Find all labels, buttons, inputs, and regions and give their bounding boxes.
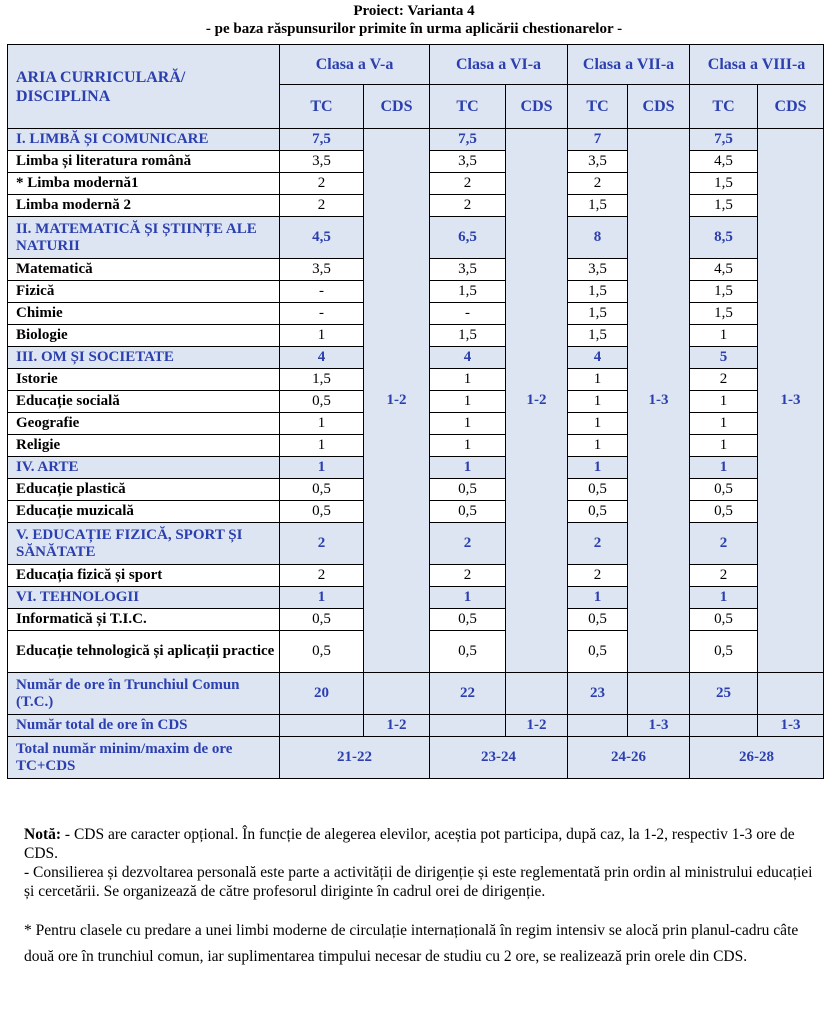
tc-value: 1 <box>430 391 506 413</box>
tc-value: 7,5 <box>690 129 758 151</box>
discipline-name: Fizică <box>8 281 280 303</box>
tc-value: 0,5 <box>430 501 506 523</box>
tc-value: 0,5 <box>568 631 628 673</box>
tc-value: 1 <box>690 435 758 457</box>
tc-value: 4 <box>280 347 364 369</box>
tc-value: 2 <box>568 565 628 587</box>
tc-value: 0,5 <box>568 501 628 523</box>
tc-value: 8,5 <box>690 217 758 259</box>
discipline-name: Informatică și T.I.C. <box>8 609 280 631</box>
tc-value: 1 <box>568 369 628 391</box>
section-row <box>8 129 824 151</box>
tc-value: 1,5 <box>568 281 628 303</box>
section-name: IV. ARTE <box>8 457 280 479</box>
tc-value: 0,5 <box>690 479 758 501</box>
total-all-label: Total număr minim/maxim de ore TC+CDS <box>8 737 280 779</box>
tc-value: 0,5 <box>690 631 758 673</box>
tc-value: 2 <box>430 195 506 217</box>
note-label: Notă: <box>24 826 62 843</box>
tc-value: 0,5 <box>430 631 506 673</box>
tc-value: 8 <box>568 217 628 259</box>
tc-value: 4 <box>568 347 628 369</box>
tc-value: 1 <box>568 413 628 435</box>
page-subtitle: - pe baza răspunsurilor primite în urma aplicării chestionarelor - <box>205 21 623 37</box>
tc-value: 1 <box>690 457 758 479</box>
cds-merged-value: 1-3 <box>628 129 690 673</box>
notes <box>24 825 818 970</box>
tc-value: 1,5 <box>690 195 758 217</box>
total-all-value: 26-28 <box>690 737 824 779</box>
tc-value: 1 <box>568 391 628 413</box>
total-all-value: 24-26 <box>568 737 690 779</box>
curriculum-table <box>7 44 824 779</box>
tc-value: 1,5 <box>568 195 628 217</box>
tc-value: 0,5 <box>280 609 364 631</box>
tc-value: 1 <box>690 413 758 435</box>
discipline-name: * Limba modernă1 <box>8 173 280 195</box>
cds-merged-value: 1-3 <box>758 129 824 673</box>
tc-value: 1 <box>430 457 506 479</box>
tc-value: 5 <box>690 347 758 369</box>
section-name: II. MATEMATICĂ ȘI ȘTIINȚE ALE NATURII <box>8 217 280 259</box>
tc-value: 2 <box>430 523 506 565</box>
tc-header: TC <box>690 85 758 129</box>
tc-value: 3,5 <box>568 259 628 281</box>
total-cds-value: 1-2 <box>506 715 568 737</box>
tc-value: 6,5 <box>430 217 506 259</box>
section-name: III. OM ȘI SOCIETATE <box>8 347 280 369</box>
tc-value: 4,5 <box>690 151 758 173</box>
tc-value: 1 <box>568 435 628 457</box>
tc-value: 3,5 <box>430 151 506 173</box>
total-cds-value: 1-3 <box>758 715 824 737</box>
tc-value: 3,5 <box>280 259 364 281</box>
total-tc-value: 25 <box>690 673 758 715</box>
tc-value: 4,5 <box>690 259 758 281</box>
cds-header: CDS <box>758 85 824 129</box>
tc-value: 2 <box>568 173 628 195</box>
tc-value: 3,5 <box>280 151 364 173</box>
tc-value: 0,5 <box>568 479 628 501</box>
cds-header: CDS <box>506 85 568 129</box>
total-tc-value: 20 <box>280 673 364 715</box>
tc-value: 2 <box>430 565 506 587</box>
tc-header: TC <box>430 85 506 129</box>
tc-value: 1 <box>690 587 758 609</box>
total-tc-value: 22 <box>430 673 506 715</box>
tc-value: 0,5 <box>280 501 364 523</box>
tc-value: 1 <box>280 413 364 435</box>
tc-value: 7,5 <box>280 129 364 151</box>
tc-value: 1 <box>430 587 506 609</box>
tc-value: 1 <box>280 457 364 479</box>
tc-value: 2 <box>280 565 364 587</box>
tc-value: 7,5 <box>430 129 506 151</box>
note-1: - CDS are caracter opțional. În funcție de alegerea elevilor, aceștia pot participa, după caz, la 1-2, respectiv 1-3 ore de CDS. <box>24 826 795 862</box>
empty-cell <box>364 673 430 715</box>
tc-value: - <box>430 303 506 325</box>
tc-value: 1,5 <box>690 303 758 325</box>
tc-header: TC <box>280 85 364 129</box>
tc-value: 1 <box>280 325 364 347</box>
discipline-name: Matematică <box>8 259 280 281</box>
tc-value: 0,5 <box>568 609 628 631</box>
discipline-name: Biologie <box>8 325 280 347</box>
tc-value: 1 <box>568 587 628 609</box>
tc-value: 1,5 <box>690 281 758 303</box>
tc-value: 1 <box>280 587 364 609</box>
class-header: Clasa a V-a <box>280 45 430 85</box>
note-3: * Pentru clasele cu predare a unei limbi moderne de circulație internațională în regim intensiv se alocă prin planul-cadru câte două ore în trunchiul comun, iar suplimentarea timpului necesar de studiu cu 2 ore, se realizează prin orele din CDS. <box>24 922 799 965</box>
tc-value: 1 <box>430 369 506 391</box>
discipline-name: Educație socială <box>8 391 280 413</box>
tc-value: 2 <box>280 195 364 217</box>
note-2: - Consilierea și dezvoltarea personală este parte a activității de dirigenție și este reglementată prin ordin al ministrului educației și cercetării. Se organizează de către profesorul diriginte în cadrul orei de dirigenție. <box>24 864 813 900</box>
discipline-name: Chimie <box>8 303 280 325</box>
tc-value: 2 <box>690 369 758 391</box>
discipline-name: Limba și literatura română <box>8 151 280 173</box>
tc-value: 1,5 <box>568 325 628 347</box>
tc-value: 1,5 <box>430 281 506 303</box>
tc-value: 4,5 <box>280 217 364 259</box>
discipline-name: Educație muzicală <box>8 501 280 523</box>
discipline-name: Limba modernă 2 <box>8 195 280 217</box>
tc-value: 1 <box>690 325 758 347</box>
section-name: V. EDUCAȚIE FIZICĂ, SPORT ȘI SĂNĂTATE <box>8 523 280 565</box>
total-cds-label: Număr total de ore în CDS <box>8 715 280 737</box>
empty-cell <box>690 715 758 737</box>
total-cds-value: 1-3 <box>628 715 690 737</box>
class-header: Clasa a VII-a <box>568 45 690 85</box>
cds-merged-value: 1-2 <box>364 129 430 673</box>
tc-value: 1 <box>430 413 506 435</box>
tc-value: - <box>280 303 364 325</box>
discipline-name: Educația fizică și sport <box>8 565 280 587</box>
tc-value: 1,5 <box>280 369 364 391</box>
tc-value: 2 <box>280 523 364 565</box>
tc-value: 4 <box>430 347 506 369</box>
cds-header: CDS <box>364 85 430 129</box>
total-all-value: 21-22 <box>280 737 430 779</box>
class-header: Clasa a VIII-a <box>690 45 824 85</box>
total-cds-value: 1-2 <box>364 715 430 737</box>
discipline-name: Religie <box>8 435 280 457</box>
discipline-name: Educație plastică <box>8 479 280 501</box>
tc-value: 1 <box>568 457 628 479</box>
tc-value: 0,5 <box>430 609 506 631</box>
tc-value: 1,5 <box>690 173 758 195</box>
tc-value: 1,5 <box>568 303 628 325</box>
total-tc-label: Număr de ore în Trunchiul Comun (T.C.) <box>8 673 280 715</box>
tc-value: 2 <box>690 523 758 565</box>
section-name: VI. TEHNOLOGII <box>8 587 280 609</box>
tc-header: TC <box>568 85 628 129</box>
cds-merged-value: 1-2 <box>506 129 568 673</box>
total-all-value: 23-24 <box>430 737 568 779</box>
tc-value: 0,5 <box>280 391 364 413</box>
class-header: Clasa a VI-a <box>430 45 568 85</box>
tc-value: 3,5 <box>568 151 628 173</box>
empty-cell <box>280 715 364 737</box>
tc-value: 1 <box>280 435 364 457</box>
discipline-name: Istorie <box>8 369 280 391</box>
empty-cell <box>758 673 824 715</box>
tc-value: 1,5 <box>430 325 506 347</box>
tc-value: 2 <box>430 173 506 195</box>
tc-value: 3,5 <box>430 259 506 281</box>
empty-cell <box>628 673 690 715</box>
tc-value: 1 <box>430 435 506 457</box>
section-name: I. LIMBĂ ȘI COMUNICARE <box>8 129 280 151</box>
discipline-name: Geografie <box>8 413 280 435</box>
tc-value: 2 <box>568 523 628 565</box>
total-tc-value: 23 <box>568 673 628 715</box>
tc-value: 0,5 <box>280 631 364 673</box>
discipline-name: Educație tehnologică și aplicații practice <box>8 631 280 673</box>
empty-cell <box>430 715 506 737</box>
tc-value: 2 <box>280 173 364 195</box>
tc-value: 0,5 <box>690 501 758 523</box>
tc-value: 0,5 <box>690 609 758 631</box>
tc-value: 0,5 <box>430 479 506 501</box>
tc-value: 2 <box>690 565 758 587</box>
empty-cell <box>506 673 568 715</box>
tc-value: - <box>280 281 364 303</box>
empty-cell <box>568 715 628 737</box>
tc-value: 7 <box>568 129 628 151</box>
area-header: ARIA CURRICULARĂ/ DISCIPLINA <box>8 45 280 129</box>
tc-value: 0,5 <box>280 479 364 501</box>
tc-value: 1 <box>690 391 758 413</box>
cds-header: CDS <box>628 85 690 129</box>
page-title: Proiect: Varianta 4 <box>353 3 475 19</box>
